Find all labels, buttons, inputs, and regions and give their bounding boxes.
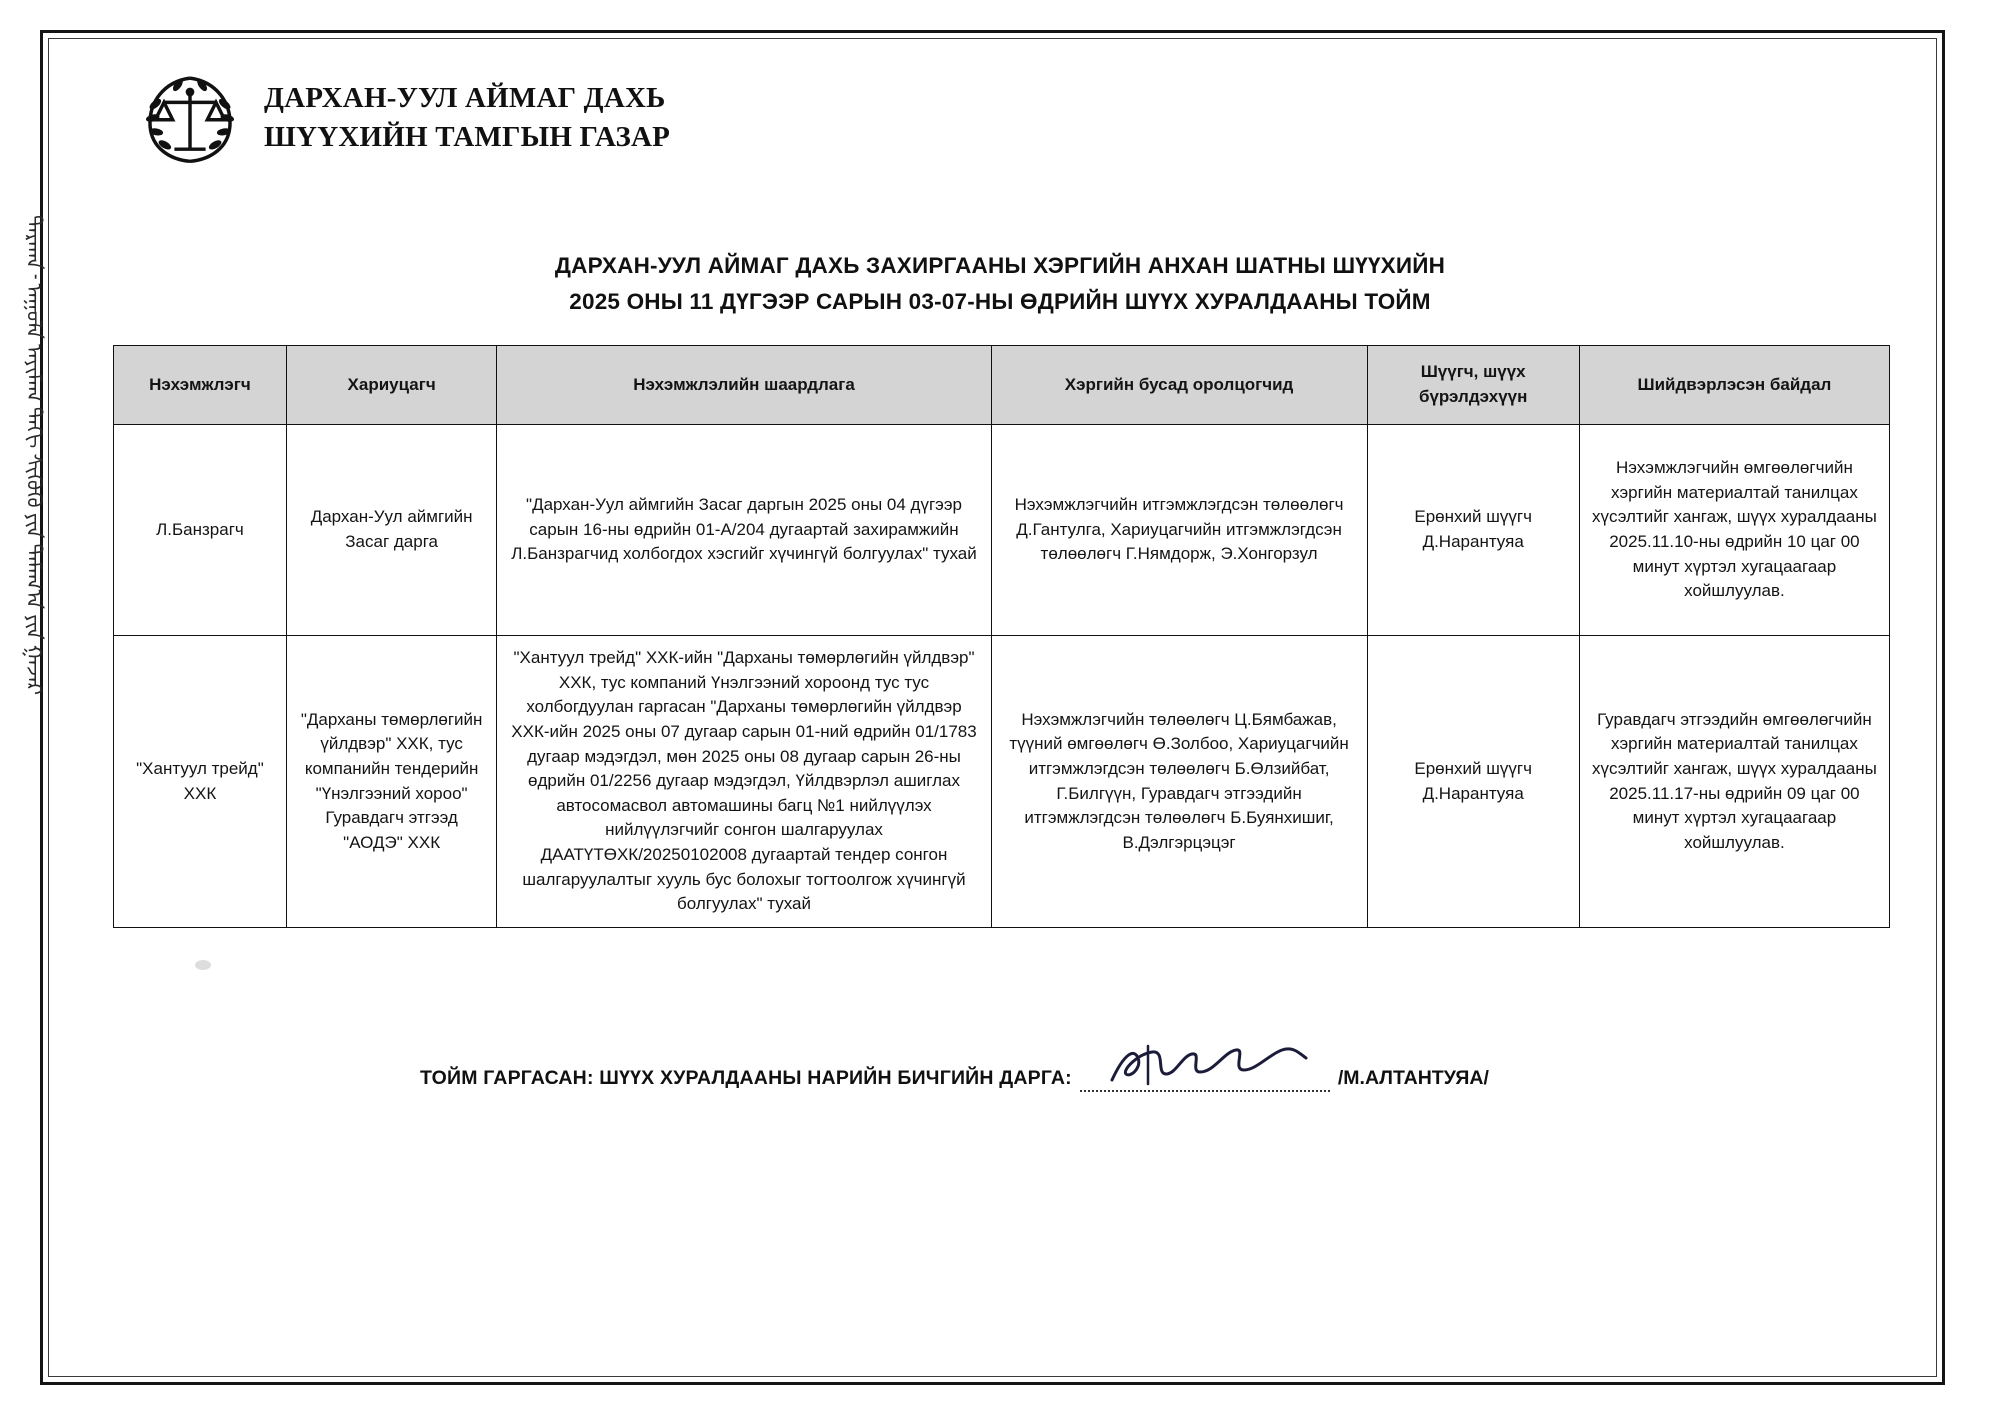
table-header-row	[114, 346, 1890, 425]
column-header-defendant: Хариуцагч	[286, 346, 496, 425]
column-header-participants: Хэргийн бусад оролцогчид	[991, 346, 1367, 425]
cell-participants: Нэхэмжлэгчийн төлөөлөгч Ц.Бямбажав, түүний өмгөөлөгч Ө.Золбоо, Хариуцагчийн итгэмжлэгдсэн төлөөлөгч Б.Өлзийбат, Г.Билгүүн, Гуравдагч этгээдийн итгэмжлэгдсэн төлөөлөгч Б.Буянхишиг, В.Дэлгэрцэцэг	[991, 636, 1367, 928]
organization-name-line1: ДАРХАН-УУЛ АЙМАГ ДАХЬ	[264, 82, 666, 115]
cell-claim: "Хантуул трейд" ХХК-ийн "Дарханы төмөрлөгийн үйлдвэр" ХХК, тус компаний Үнэлгээний хороонд тус тус холбогдуулан гаргасан "Дарханы төмөрлөгийн үйлдвэр ХХК-ийн 2025 оны 07 дугаар сарын 01-ний өдрийн 01/1783 дугаар мэдэгдэл, мөн 2025 оны 08 дугаар сарын 26-ны өдрийн 01/2256 дугаар мэдэгдэл, Үйлдвэрлэл ашиглах автосомасвол автомашины багц №1 нийлүүлэх нийлүүлэгчийг сонгон шалгаруулах ДААТҮТӨХК/20250102008 дугаартай тендер сонгон шалгаруулалтыг хууль бус болохыг тогтоолгож хүчингүй болгуулах" тухай	[497, 636, 991, 928]
column-header-plaintiff: Нэхэмжлэгч	[114, 346, 287, 425]
document-heading-line2: 2025 ОНЫ 11 ДҮГЭЭР САРЫН 03-07-НЫ ӨДРИЙН ШҮҮХ ХУРАЛДААНЫ ТОЙМ	[569, 289, 1431, 314]
letterhead	[138, 66, 670, 170]
column-header-claim: Нэхэмжлэлийн шаардлага	[497, 346, 991, 425]
cell-defendant: Дархан-Уул аймгийн Засаг дарга	[286, 425, 496, 636]
organization-name-line2: ШҮҮХИЙН ТАМГЫН ГАЗАР	[264, 121, 671, 153]
cell-plaintiff: Л.Банзрагч	[114, 425, 287, 636]
signatory-name: /М.АЛТАНТУЯА/	[1337, 1067, 1489, 1089]
table-header	[114, 346, 1890, 425]
cell-plaintiff: "Хантуул трейд" ХХК	[114, 636, 287, 928]
cell-defendant: "Дарханы төмөрлөгийн үйлдвэр" ХХК, тус компанийн тендерийн "Үнэлгээний хороо" Гуравдагч этгээд "АОДЭ" ХХК	[286, 636, 496, 928]
document-heading-line1: ДАРХАН-УУЛ АЙМАГ ДАХЬ ЗАХИРГААНЫ ХЭРГИЙН АНХАН ШАТНЫ ШҮҮХИЙН	[554, 253, 1446, 278]
cell-judge: Ерөнхий шүүгч Д.Нарантуяа	[1367, 425, 1579, 636]
cell-participants: Нэхэмжлэгчийн итгэмжлэгдсэн төлөөлөгч Д.Гантулга, Хариуцагчийн итгэмжлэгдсэн төлөөлөгч Г.Нямдорж, Э.Хонгорзул	[991, 425, 1367, 636]
scan-artifact	[195, 960, 211, 970]
mongolian-vertical-script: ᠳᠠᠷᠬᠠᠨ ᠊ ᠠᠭᠤᠯᠠ ᠠᠶᠢᠮᠠᠭ ᠲᠠᠬᠢ ᠰᠢᠭᠦᠬᠦ ᠶᠢᠨ ᠲᠠᠮᠠᠭ᠎ᠠ ᠶᠢᠨ ᠭᠠᠵᠠᠷ	[22, 215, 47, 695]
table-body	[114, 425, 1890, 928]
document-heading	[200, 248, 1800, 320]
organization-name	[264, 79, 670, 156]
cell-resolution: Гуравдагч этгээдийн өмгөөлөгчийн хэргийн материалтай танилцах хүсэлтийг хангаж, шүүх хуралдааны 2025.11.17-ны өдрийн 09 цаг 00 минут хүртэл хугацаагаар хойшлуулав.	[1579, 636, 1889, 928]
cell-resolution: Нэхэмжлэгчийн өмгөөлөгчийн хэргийн материалтай танилцах хүсэлтийг хангаж, шүүх хуралдааны 2025.11.10-ны өдрийн 10 цаг 00 минут хүртэл хугацаагаар хойшлуулав.	[1579, 425, 1889, 636]
hearing-summary-table-wrapper	[113, 345, 1890, 928]
cell-claim: "Дархан-Уул аймгийн Засаг даргын 2025 оны 04 дүгээр сарын 16-ны өдрийн 01-А/204 дугаартай захирамжийн Л.Банзрагчид холбогдох хэсгийг хүчингүй болгуулах" тухай	[497, 425, 991, 636]
cell-judge: Ерөнхий шүүгч Д.Нарантуяа	[1367, 636, 1579, 928]
table-row	[114, 425, 1890, 636]
scales-of-justice-emblem-icon	[138, 66, 242, 170]
signature-label: ТОЙМ ГАРГАСАН: ШҮҮХ ХУРАЛДААНЫ НАРИЙН БИЧГИЙН ДАРГА:	[420, 1067, 1072, 1089]
signature-block	[420, 1060, 1489, 1092]
column-header-judge: Шүүгч, шүүх бүрэлдэхүүн	[1367, 346, 1579, 425]
signature-line	[1080, 1060, 1330, 1092]
column-header-resolution: Шийдвэрлэсэн байдал	[1579, 346, 1889, 425]
table-row	[114, 636, 1890, 928]
hearing-summary-table	[113, 345, 1890, 928]
